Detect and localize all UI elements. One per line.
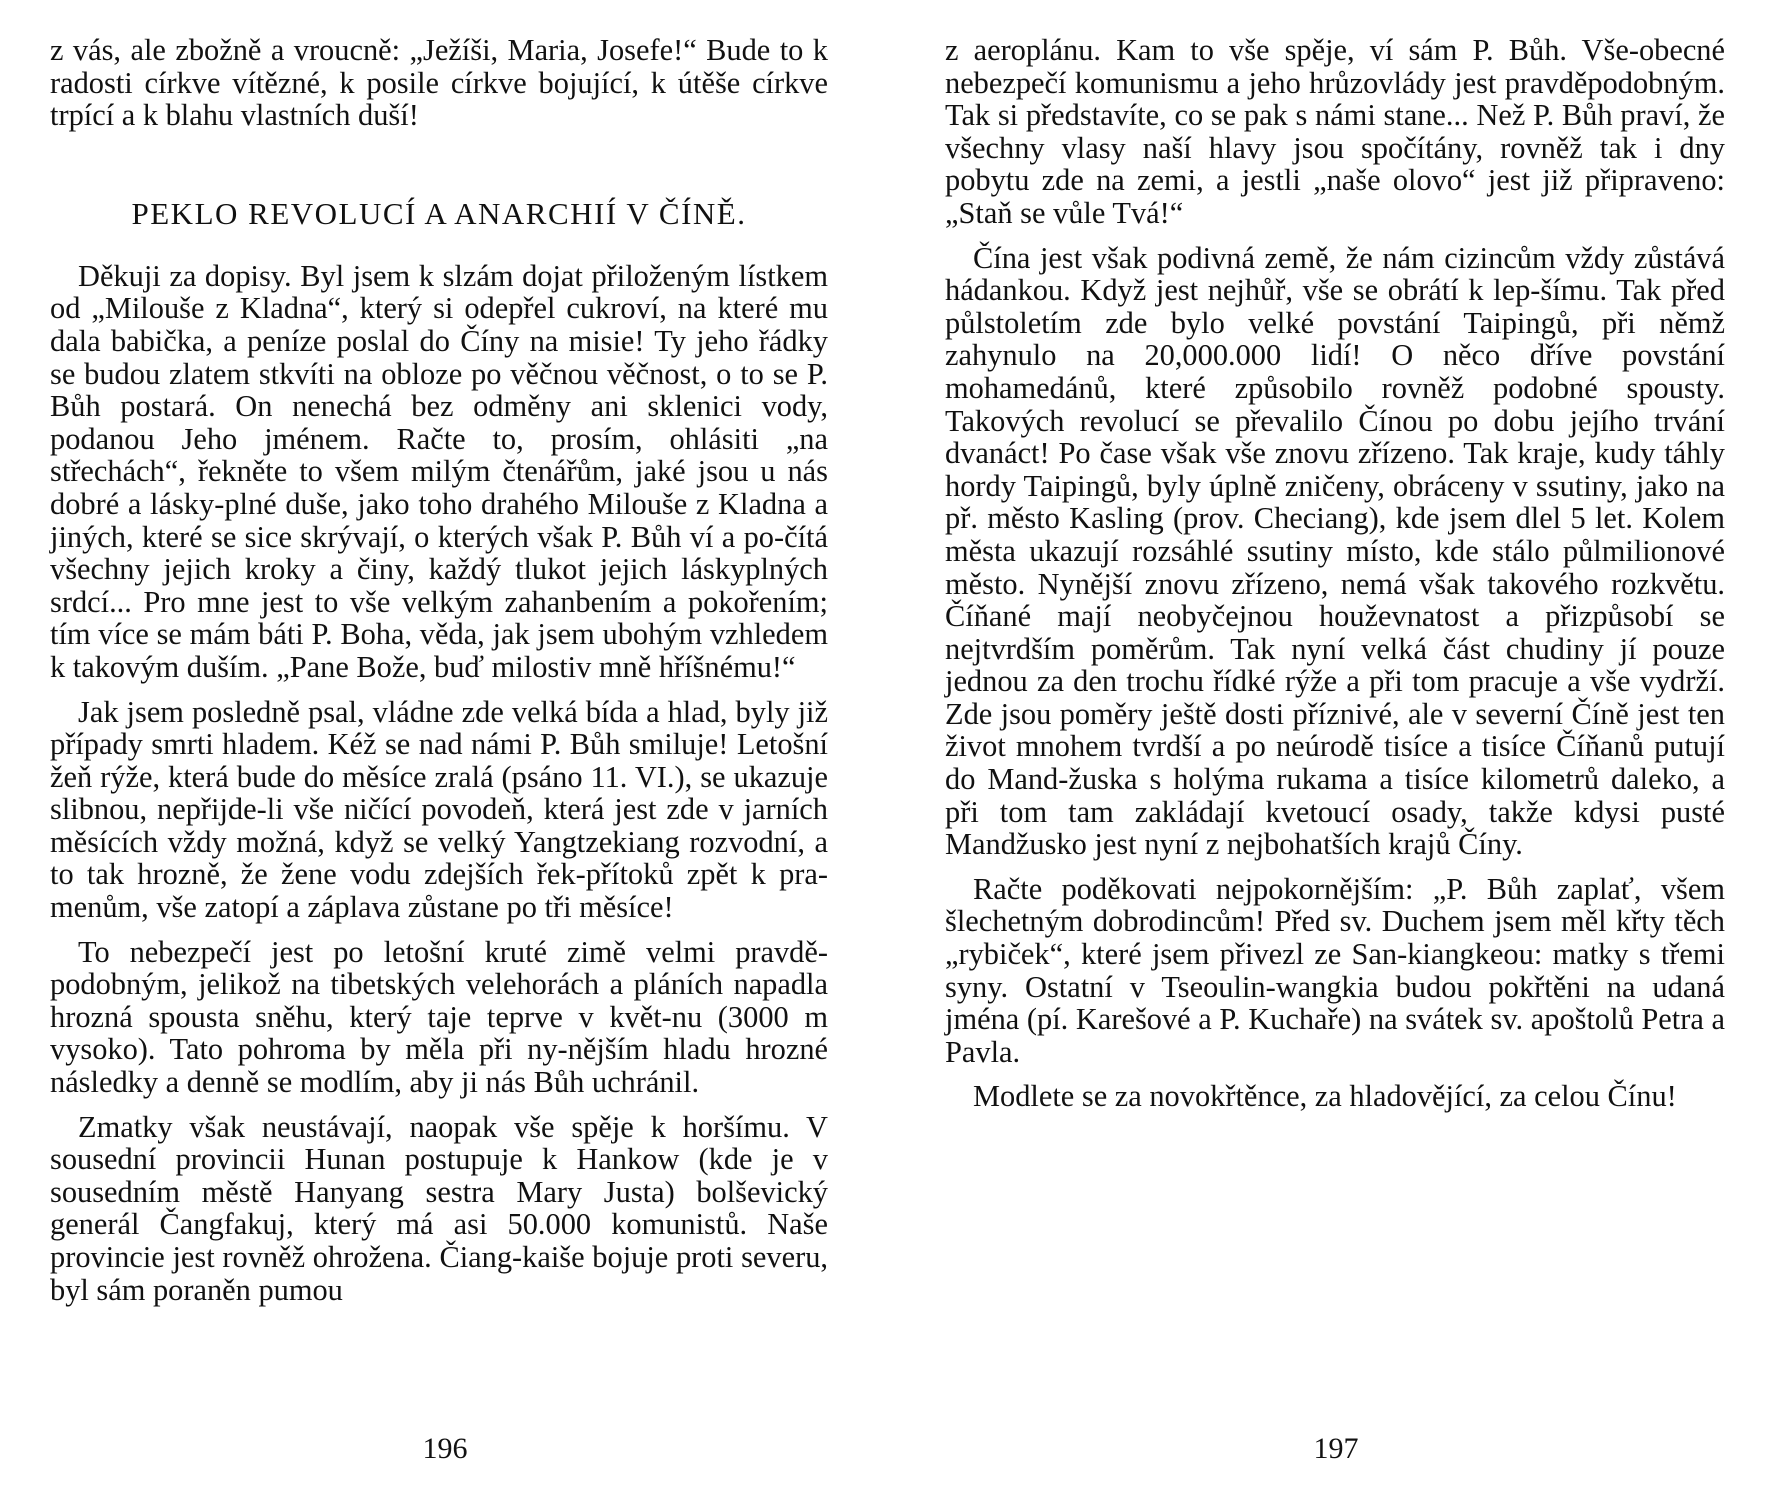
left-paragraph-2: Jak jsem posledně psal, vládne zde velká bída a hlad, byly již případy smrti hladem. Kéž se nad námi P. Bůh smiluje! Letošní žeň rýže, která bude do měsíce zralá (psáno 11. VI.), se ukazuje slibnou, nepřijde-li vše ničící povodeň, která jest zde v jarních měsících vždy možná, když se velký Yangtzekiang rozvodní, a to tak hrozně, že žene vodu zdejších řek-přítoků zpět k pra-menům, vše zatopí a záplava zůstane po tři měsíce! [50,694,828,925]
right-page [945,34,1725,1113]
right-paragraph-3: Modlete se za novokřtěnce, za hladovějící, za celou Čínu! [973,1079,1677,1114]
left-paragraph-3: To nebezpečí jest po letošní kruté zimě velmi pravdě-podobným, jelikož na tibetských velehorách a pláních napadla hrozná spousta sněhu, který taje teprve v květ-nu (3000 m vysoko). Tato pohroma by měla při ny-nějším hladu hrozné následky a denně se modlím, aby ji nás Bůh uchránil. [50,934,828,1100]
right-paragraph-2: Račte poděkovati nejpokornějším: „P. Bůh zaplať, všem šlechetným dobrodincům! Před sv. Duchem jsem měl křty těch „rybiček“, které jsem přivezl ze San-kiangkeou: matky s třemi syny. Ostatní v Tseoulin-wangkia budou pokřtěni na udaná jména (pí. Karešové a P. Kuchaře) na svátek sv. apoštolů Petra a Pavla. [945,871,1725,1069]
right-opening-paragraph: z aeroplánu. Kam to vše spěje, ví sám P. Bůh. Vše-obecné nebezpečí komunismu a jeho hrůzovlády jest pravděpodobným. Tak si představíte, co se pak s námi stane... Než P. Bůh praví, že všechny vlasy naší hlavy jsou spočítány, rovněž tak i dny pobytu zde na zemi, a jestli „naše olovo“ jest již připraveno: „Staň se vůle Tvá!“ [945,33,1725,230]
page-number-right: 197 [1313,1432,1359,1465]
page-number-left: 196 [422,1432,468,1465]
left-paragraph-1: Děkuji za dopisy. Byl jsem k slzám dojat přiloženým lístkem od „Milouše z Kladna“, který si odepřel cukroví, na které mu dala babička, a peníze poslal do Číny na misie! Ty jeho řádky se budou zlatem stkvíti na obloze po věčnou věčnost, o to se P. Bůh postará. On nenechá bez odměny ani sklenici vody, podanou Jeho jménem. Račte to, prosím, ohlásiti „na střechách“, řekněte to všem milým čtenářům, jaké jsou u nás dobré a lásky-plné duše, jako toho drahého Milouše z Kladna a jiných, které se sice skrývají, o kterých však P. Bůh ví a po-čítá všechny jejich kroky a činy, každý tlukot jejich láskyplných srdcí... Pro mne jest to vše velkým zahanbením a pokořením; tím více se mám báti P. Boha, věda, jak jsem ubohým vzhledem k takovým duším. „Pane Bože, buď milostiv mně hříšnému!“ [50,258,828,684]
left-paragraph-4: Zmatky však neustávají, naopak vše spěje k horšímu. V sousední provincii Hunan postupuje k Hankow (kde je v sousedním městě Hanyang sestra Mary Justa) bolševický generál Čangfakuj, který má asi 50.000 komunistů. Naše provincie jest rovněž ohrožena. Čiang-kaiše bojuje proti severu, byl sám poraněn pumou [50,1109,828,1307]
right-paragraph-1: Čína jest však podivná země, že nám cizincům vždy zůstává hádankou. Když jest nejhůř, vše se obrátí k lep-šímu. Tak před půlstoletím zde bylo velké povstání Taipingů, při němž zahynulo na 20,000.000 lidí! O něco dříve povstání mohamedánů, které způsobilo rovněž podobné spousty. Takových revolucí se převalilo Čínou po dobu jejího trvání dvanáct! Po čase však vše znovu zřízeno. Tak kraje, kudy táhly hordy Taipingů, byly úplně zničeny, obráceny v ssutiny, jako na př. město Kasling (prov. Checiang), kde jsem dlel 5 let. Kolem města ukazují rozsáhlé ssutiny místo, kde stálo půlmilionové město. Nynější znovu zřízeno, nemá však takového rozkvětu. Číňané mají neobyčejnou houževnatost a přizpůsobí se nejtvrdším poměrům. Tak nyní velká část chudiny jí pouze jednou za den trochu řídké rýže a při tom pracuje a vše vydrží. Zde jsou poměry ještě dosti příznivé, ale v severní Číně jest ten život mnohem tvrdší a po neúrodě tisíce a tisíce Číňanů putují do Mand-žuska s holýma rukama a tisíce kilometrů daleko, a při tom tam zakládají kvetoucí osady, takže kdysi pusté Mandžusko jest nyní z nejbohatších krajů Číny. [945,240,1725,862]
chapter-heading: PEKLO REVOLUCÍ A ANARCHIÍ V ČÍNĚ. [131,195,747,231]
left-page [50,34,828,1306]
left-opening-paragraph: z vás, ale zbožně a vroucně: „Ježíši, Maria, Josefe!“ Bude to k radosti církve vítězné, k posile církve bojující, k útěše církve trpící a k blahu vlastních duší! [50,33,828,133]
